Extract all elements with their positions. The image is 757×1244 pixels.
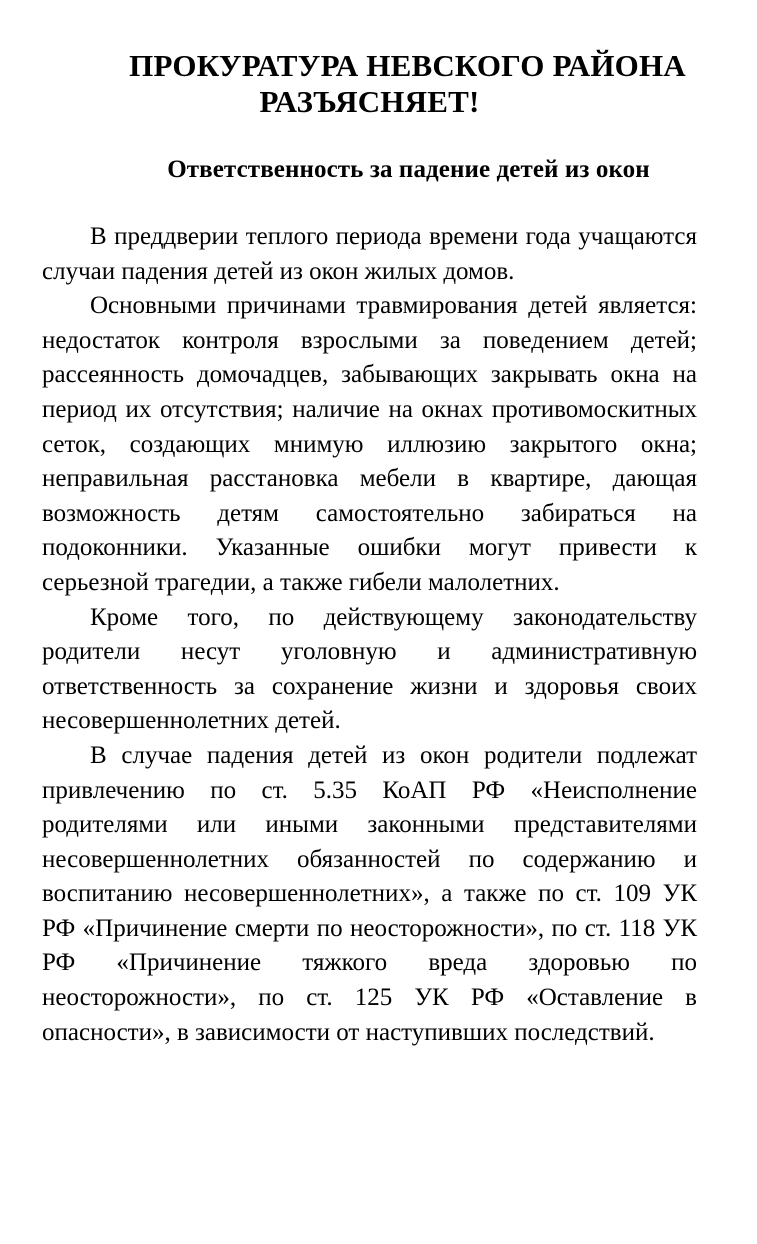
paragraph-responsibility: Кроме того, по действующему законодательству родители несут уголовную и административную ответственность за сохранение жизни и здоровья своих несовершеннолетних детей.: [42, 603, 697, 735]
title-line-1: ПРОКУРАТУРА НЕВСКОГО РАЙОНА: [129, 48, 686, 83]
document-title: [42, 0, 697, 120]
title-line-2: РАЗЪЯСНЯЕТ!: [259, 84, 480, 119]
paragraph-intro: В преддверии теплого периода времени года учащаются случаи падения детей из окон жилых домов.: [42, 223, 697, 285]
paragraph-legal-articles: В случае падения детей из окон родители подлежат привлечению по ст. 5.35 КоАП РФ «Неисполнение родителями или иными законными представителями несовершеннолетних обязанностей по содержанию и воспитанию несовершеннолетних», а также по ст. 109 УК РФ «Причинение смерти по неосторожности», по ст. 118 УК РФ «Причинение тяжкого вреда здоровью по неосторожности», по ст. 125 УК РФ «Оставление в опасности», в зависимости от наступивших последствий.: [42, 741, 697, 1046]
document-subtitle: Ответственность за падение детей из окон: [167, 156, 650, 183]
document-body: [42, 220, 697, 1050]
paragraph-causes: Основными причинами травмирования детей является: недостаток контроля взрослыми за поведением детей; рассеянность домочадцев, забывающих закрывать окна на период их отсутствия; наличие на окнах противомоскитных сеток, создающих мнимую иллюзию закрытого окна; неправильная расстановка мебели в квартире, дающая возможность детям самостоятельно забираться на подоконники. Указанные ошибки могут привести к серьезной трагедии, а также гибели малолетних.: [42, 292, 697, 596]
